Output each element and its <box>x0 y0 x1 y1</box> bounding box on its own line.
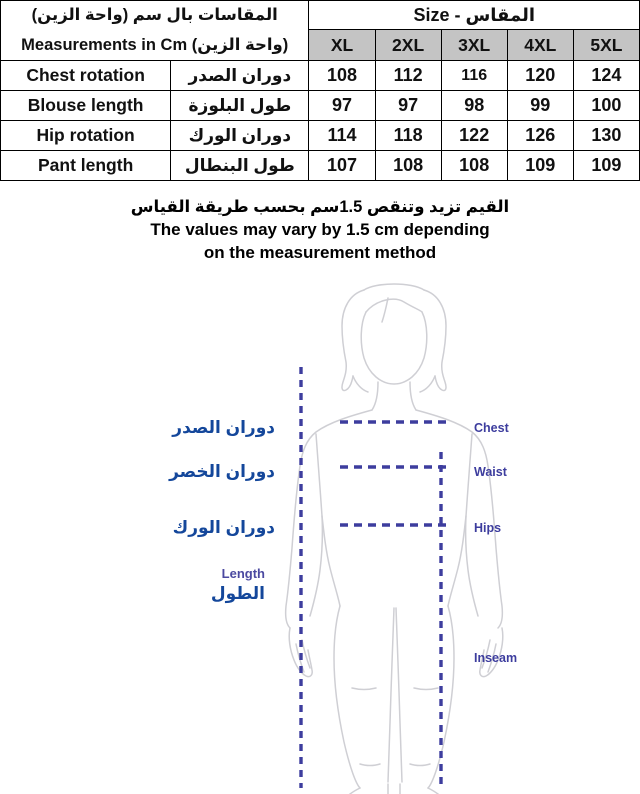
table-row <box>1 151 640 181</box>
measurement-value: 108 <box>375 151 441 181</box>
measurement-value: 124 <box>573 61 639 91</box>
table-header-row-bottom <box>1 30 640 61</box>
figure-label-length-english: Length <box>221 566 265 581</box>
measurement-value: 97 <box>375 91 441 121</box>
table-header-row-top <box>1 1 640 30</box>
row-label-arabic: دوران الورك <box>171 121 309 151</box>
figure-label-length-arabic: الطول <box>210 584 265 603</box>
measurement-value: 98 <box>441 91 507 121</box>
note-arabic: القيم تزيد وتنقص 1.5سم بحسب طريقة القياس <box>130 198 510 216</box>
row-label-english: Blouse length <box>1 91 171 121</box>
row-label-english: Chest rotation <box>1 61 171 91</box>
measurement-value: 120 <box>507 61 573 91</box>
figure-label-inseam-english: Inseam <box>474 651 518 665</box>
table-row <box>1 61 640 91</box>
measurement-value: 130 <box>573 121 639 151</box>
table-row <box>1 91 640 121</box>
size-column-header: 2XL <box>375 30 441 61</box>
measurement-value: 109 <box>507 151 573 181</box>
left-foot <box>343 784 389 794</box>
row-label-english: Hip rotation <box>1 121 171 151</box>
measurement-note <box>0 196 640 264</box>
hair-icon <box>342 290 446 391</box>
measurement-value: 99 <box>507 91 573 121</box>
measurement-value: 109 <box>573 151 639 181</box>
row-label-arabic: طول البلوزة <box>171 91 309 121</box>
table-row <box>1 121 640 151</box>
measurement-value: 116 <box>441 61 507 91</box>
measurement-value: 107 <box>309 151 375 181</box>
row-label-english: Pant length <box>1 151 171 181</box>
note-english-line2: on the measurement method <box>203 243 437 262</box>
size-column-header: 3XL <box>441 30 507 61</box>
figure-label-chest-english: Chest <box>474 421 509 435</box>
measurement-value: 114 <box>309 121 375 151</box>
header-measurements-english: Measurements in Cm (واحة الزين) <box>1 30 309 61</box>
size-chart-table <box>0 0 640 181</box>
measurement-value: 126 <box>507 121 573 151</box>
row-label-arabic: طول البنطال <box>171 151 309 181</box>
measurement-value: 112 <box>375 61 441 91</box>
figure-label-chest-arabic: دوران الصدر <box>172 418 275 437</box>
female-body-figure-svg <box>0 272 640 794</box>
size-column-header: XL <box>309 30 375 61</box>
figure-label-hips-arabic: دوران الورك <box>172 518 275 537</box>
right-foot <box>399 784 445 794</box>
header-size-title: المقاس - Size <box>309 1 640 30</box>
face-outline <box>361 312 427 384</box>
note-english-line1: The values may vary by 1.5 cm depending <box>150 220 490 239</box>
size-column-header: 4XL <box>507 30 573 61</box>
measurement-value: 118 <box>375 121 441 151</box>
measurement-value: 108 <box>441 151 507 181</box>
size-column-header: 5XL <box>573 30 639 61</box>
header-measurements-arabic: المقاسات بال سم (واحة الزين) <box>1 1 309 30</box>
figure-label-hips-english: Hips <box>474 521 502 535</box>
figure-label-waist-english: Waist <box>474 465 507 479</box>
measurement-value: 97 <box>309 91 375 121</box>
measurement-value: 108 <box>309 61 375 91</box>
body-measurement-diagram <box>0 272 640 794</box>
body-outline-group <box>286 284 503 794</box>
measurement-value: 100 <box>573 91 639 121</box>
figure-label-waist-arabic: دوران الخصر <box>169 462 275 481</box>
row-label-arabic: دوران الصدر <box>171 61 309 91</box>
measurement-value: 122 <box>441 121 507 151</box>
